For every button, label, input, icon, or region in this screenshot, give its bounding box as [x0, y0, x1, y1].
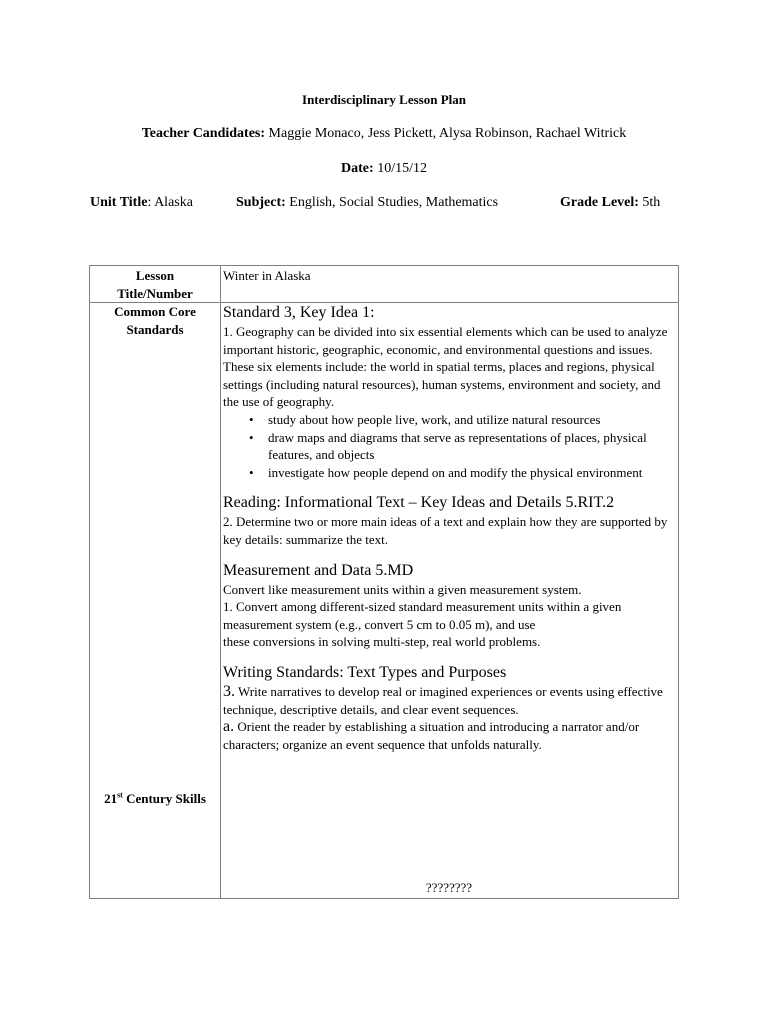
lesson-title-value: Winter in Alaska	[223, 268, 311, 283]
column-divider	[220, 266, 221, 898]
reading-standard-text: 2. Determine two or more main ideas of a text and explain how they are supported by key details: summarize the text.	[223, 514, 668, 547]
lesson-plan-table	[89, 265, 679, 899]
writing-substandard-text: a. Orient the reader by establishing a situation and introducing a narrator and/or characters; organize an event sequence that unfolds naturally.	[223, 718, 640, 752]
date-label: Date:	[341, 161, 374, 176]
grade-level-label: Grade Level:	[560, 195, 639, 210]
bullet-item: • investigate how people depend on and modify the physical environment	[268, 464, 678, 482]
lesson-title-label: Lesson Title/Number	[117, 268, 193, 301]
standards-content	[223, 303, 678, 753]
writing-standard-heading: Writing Standards: Text Types and Purposes	[223, 663, 507, 681]
writing-standard-text: 3. Write narratives to develop real or imagined experiences or events using effective technique, descriptive details, and clear event sequences.	[223, 682, 663, 717]
grade-level	[560, 195, 660, 211]
grade-level-value: 5th	[642, 195, 661, 210]
measurement-line-1: Convert like measurement units within a given measurement system.	[223, 581, 582, 597]
subject-label: Subject:	[236, 195, 286, 210]
teachers-label: Teacher Candidates:	[141, 126, 266, 141]
date-line	[0, 161, 768, 177]
measurement-standard-heading: Measurement and Data 5.MD	[223, 561, 414, 579]
teacher-candidates-line	[0, 126, 768, 142]
standard-3-bullets	[223, 411, 678, 481]
page-title: Interdisciplinary Lesson Plan	[302, 92, 466, 107]
common-core-label: Common Core Standards	[114, 304, 196, 337]
unit-title-sep: :	[147, 195, 152, 210]
date-value: 10/15/12	[377, 161, 427, 176]
unit-meta-row	[90, 195, 680, 213]
standard-3-heading: Standard 3, Key Idea 1:	[223, 304, 375, 321]
21st-century-skills-label: 21st Century Skills	[104, 790, 206, 806]
subject-value: English, Social Studies, Mathematics	[289, 195, 499, 210]
placeholder-text: ????????	[425, 880, 473, 895]
unit-title	[90, 195, 193, 211]
unit-title-value: Alaska	[154, 195, 193, 210]
subject	[236, 195, 498, 211]
unit-title-label: Unit Title	[90, 195, 148, 210]
teachers-value: Maggie Monaco, Jess Pickett, Alysa Robinson, Rachael Witrick	[268, 126, 627, 141]
measurement-line-3: these conversions in solving multi-step, real world problems.	[223, 634, 541, 650]
bullet-item: • draw maps and diagrams that serve as representations of places, physical features, and objects	[268, 429, 678, 464]
reading-standard-heading: Reading: Informational Text – Key Ideas and Details 5.RIT.2	[223, 494, 615, 512]
measurement-line-2: 1. Convert among different-sized standard measurement units within a given measurement system (e.g., convert 5 cm to 0.05 m), and use	[223, 599, 622, 632]
standard-3-text: 1. Geography can be divided into six essential elements which can be used to analyze important historic, geographic, economic, and environmental questions and issues. These six elements include: the world in spatial terms, places and regions, physical settings (including natural resources), human systems, environment and society, and the use of geography.	[223, 324, 668, 410]
bullet-item: • study about how people live, work, and utilize natural resources	[268, 411, 678, 429]
